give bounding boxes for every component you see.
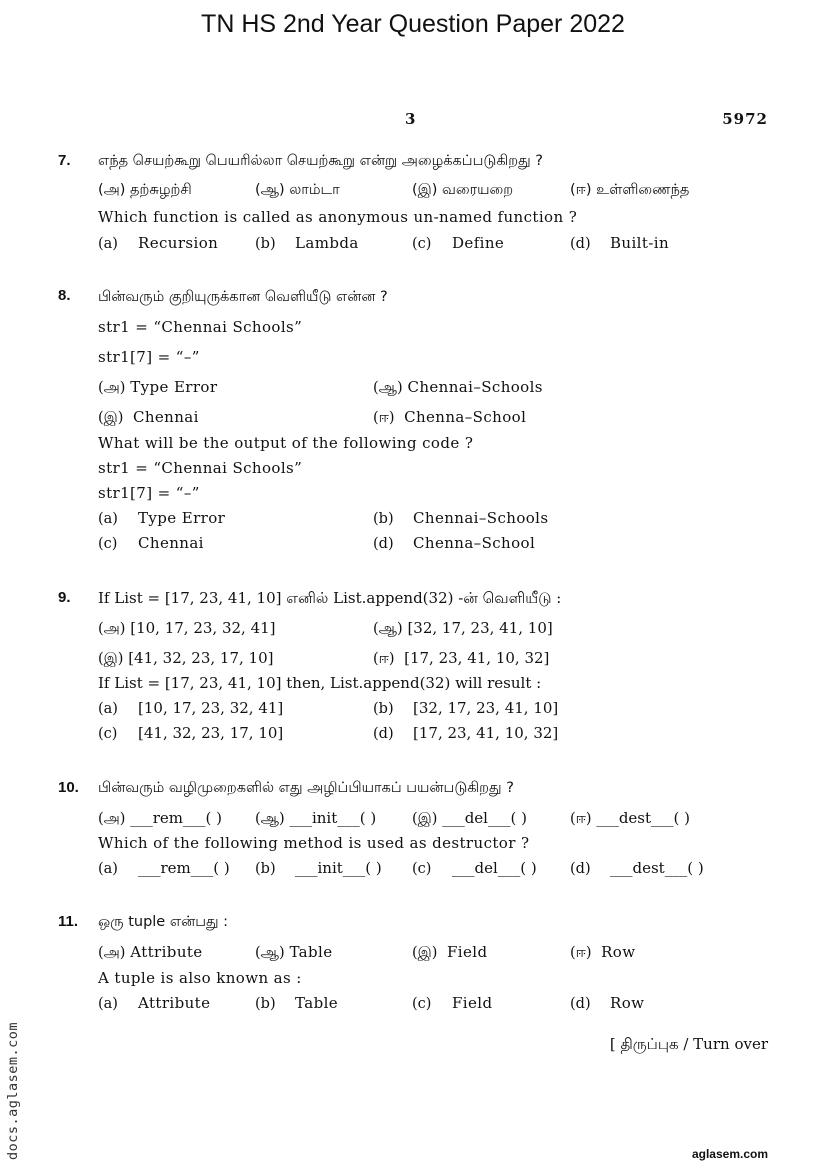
question-number: 8.: [58, 287, 71, 304]
tamil-question-text: பின்வரும் குறியுருக்கான வெளியீடு என்ன ?: [98, 289, 388, 305]
option: (ஈ) Row: [570, 943, 636, 961]
option: (b) Table: [255, 994, 339, 1012]
question-number: 7.: [58, 152, 71, 169]
code-line: str1 = “Chennai Schools”: [98, 459, 303, 477]
option: (b) [32, 17, 23, 41, 10]: [373, 699, 559, 717]
option: (அ) [10, 17, 23, 32, 41]: [98, 619, 276, 637]
code-line: str1[7] = “–”: [98, 484, 200, 502]
option: (c) Define: [412, 234, 505, 252]
option: (ஈ) ___dest___( ): [570, 809, 691, 827]
option: (அ) Attribute: [98, 943, 203, 961]
option: (ஆ) [32, 17, 23, 41, 10]: [373, 619, 553, 637]
option: (ஆ) ___init___( ): [255, 809, 377, 827]
option: (d) Built-in: [570, 234, 670, 252]
option: (c) ___del___( ): [412, 859, 537, 877]
english-question-text: If List = [17, 23, 41, 10] then, List.append(32) will result :: [98, 674, 542, 692]
option: (ஈ) Chenna–School: [373, 408, 527, 426]
option: (ஆ) Chennai–Schools: [373, 378, 543, 396]
option: (b) ___init___( ): [255, 859, 382, 877]
code-line: str1 = “Chennai Schools”: [98, 318, 303, 336]
option: (d) [17, 23, 41, 10, 32]: [373, 724, 559, 742]
question-number: 10.: [58, 779, 79, 796]
option: (d) Chenna–School: [373, 534, 536, 552]
tamil-question-text: ஒரு tuple என்பது :: [98, 914, 229, 930]
tamil-question-text: If List = [17, 23, 41, 10] எனில் List.append(32) -ன் வெளியீடு :: [98, 589, 562, 607]
option: (d) Row: [570, 994, 645, 1012]
option: (c) Chennai: [98, 534, 204, 552]
tamil-question-text: எந்த செயற்கூறு பெயரில்லா செயற்கூறு என்று அழைக்கப்படுகிறது ?: [98, 153, 543, 169]
option: (c) [41, 32, 23, 17, 10]: [98, 724, 284, 742]
english-question-text: A tuple is also known as :: [98, 969, 302, 987]
english-question-text: Which of the following method is used as destructor ?: [98, 834, 530, 852]
side-watermark: docs.aglasem.com: [5, 1021, 21, 1160]
question-number: 11.: [58, 913, 79, 930]
tamil-question-text: பின்வரும் வழிமுறைகளில் எது அழிப்பியாகப் பயன்படுகிறது ?: [98, 780, 514, 796]
english-question-text: What will be the output of the following code ?: [98, 434, 474, 452]
option: (b) Chennai–Schools: [373, 509, 549, 527]
english-question-text: Which function is called as anonymous un-named function ?: [98, 208, 578, 226]
option: (a) ___rem___( ): [98, 859, 230, 877]
option: (d) ___dest___( ): [570, 859, 704, 877]
option: (b) Lambda: [255, 234, 359, 252]
footer-watermark: aglasem.com: [691, 1147, 768, 1161]
option: (ஈ) [17, 23, 41, 10, 32]: [373, 649, 550, 667]
paper-code: 5972: [722, 110, 768, 128]
option: (ஆ) லாம்டா: [255, 182, 340, 198]
option: (அ) தற்சுழற்சி: [98, 182, 192, 198]
page-title: TN HS 2nd Year Question Paper 2022: [201, 10, 625, 38]
option: (இ) Field: [412, 943, 488, 961]
option: (a) Recursion: [98, 234, 219, 252]
question-number: 9.: [58, 589, 71, 606]
page-number: 3: [405, 110, 416, 128]
option: (இ) ___del___( ): [412, 809, 527, 827]
option: (a) Attribute: [98, 994, 211, 1012]
option: (a) Type Error: [98, 509, 226, 527]
option: (ஆ) Table: [255, 943, 333, 961]
option: (இ) வரையறை: [412, 182, 514, 198]
option: (இ) Chennai: [98, 408, 199, 426]
option: (இ) [41, 32, 23, 17, 10]: [98, 649, 274, 667]
code-line: str1[7] = “–”: [98, 348, 200, 366]
option: (a) [10, 17, 23, 32, 41]: [98, 699, 284, 717]
option: (ஈ) உள்ளிணைந்த: [570, 182, 690, 198]
option: (அ) Type Error: [98, 378, 218, 396]
turn-over-note: [ திருப்புக / Turn over: [609, 1035, 768, 1053]
option: (அ) ___rem___( ): [98, 809, 222, 827]
option: (c) Field: [412, 994, 493, 1012]
